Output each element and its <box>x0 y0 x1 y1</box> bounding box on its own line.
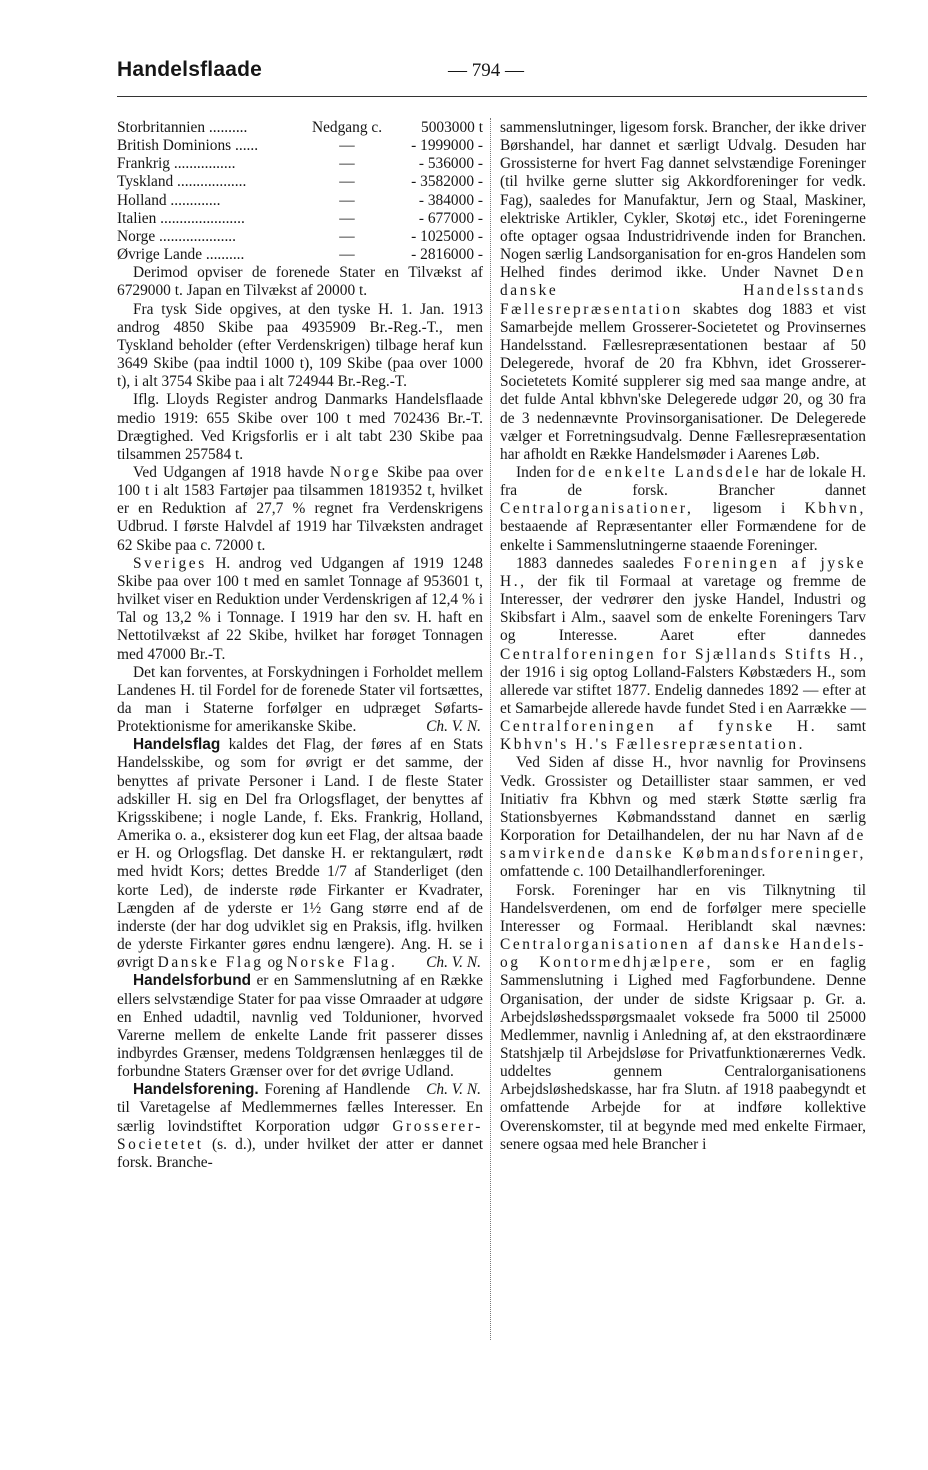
paragraph: Ved Udgangen af 1918 havde Norge Skibe paa over 100 t i alt 1583 Fartøjer paa tilsammen 1819352 t, hvilket er en Reduktion af 27,7 % regnet fra Verdenskrigens Udbrud. I første Halvdel af 1919 har Tilvæksten andraget 62 Skibe paa c. 72000 t. <box>117 463 483 554</box>
paragraph: Inden for de enkelte Landsdele har de lokale H. fra de forsk. Brancher dannet Centralorganisationer, ligesom i Kbhvn, bestaaende af Repræsentanter eller Formændene for de enkelte i Sammenslutningerne staaende Foreninger. <box>500 463 867 554</box>
paragraph: Sveriges H. androg ved Udgangen af 1919 1248 Skibe paa over 100 t med en samlet Tonnage af 953601 t, hvilket viser en Reduktion under Verdenskrigen af 12,4 % i Tal og 13,2 % i Tonnage. I 1919 har den sv. H. haft en Nettotilvækst af 22 Skibe, hvilket har forøget Tonnagen med 47000 Br.-T. <box>117 554 483 663</box>
author-signature: Ch. V. N. <box>426 1081 481 1099</box>
paragraph: sammenslutninger, ligesom forsk. Brancher, der ikke driver Børshandel, har dannet et særligt Udvalg. Desuden har Grossisterne for hvert Fag dannet selvstændige Foreninger (til hvilke gerne slutter sig Akkordforeninger for vedk. Fag), saaledes for Manufaktur, Jern og Staal, Maskiner, elektriske Artikler, Cykler, Skotøj etc., idet Foreningerne ofte optager ogsaa Industridrivende inden for Branchen. Nogen særlig Landsorganisation for en-gros Handelen som Helhed findes derimod ikke. Under Navnet Den danske Handelsstands Fællesrepræsentation skabtes dog 1883 et vist Samarbejde mellem Grosserer-Societetet og Provinsernes Handelsstand. Fællesrepræsentationen bestaar af 50 Delegerede, hvoraf de 20 fra Kbhvn, idet Grosserer-Societetets Komité supplerer sig med saa mange andre, at det fulde Antal kbhvn'ske Delegerede udgør 20, og 30 fra de 3 nedennævnte Provinsorganisationer. De Delegerede vælger et Forretningsudvalg. Denne Fællesrepræsentation har afholdt en Række Handelsmøder i Aarenes Løb. <box>500 119 866 463</box>
paragraph: Fra tysk Side opgives, at den tyske H. 1. Jan. 1913 androg 4850 Skibe paa 4935909 Br.-Reg.-T., men Tyskland beholder (efter Verdenskrigen) tilbage heraf kun 3649 Skibe (paa indtil 1000 t), 109 Skibe (paa over 1000 t), i alt 3754 Skibe paa i alt 724944 Br.-Reg.-T. <box>117 300 483 391</box>
paragraph: Derimod opviser de forenede Stater en Tilvækst af 6729000 t. Japan en Tilvækst af 20000 t. <box>117 264 483 300</box>
running-header-title: Handelsflaade <box>117 58 262 81</box>
paragraph: Forsk. Foreninger har en vis Tilknytning til Handelsverdenen, om end de forfølger mere specielle Interesser og Formaal. Heriblandt skal nævnes: Centralorganisationen af danske Handels- og Kontormedhjælpere, som er en faglig Sammenslutning i Lighed med Fagforbundene. Denne Organisation, der under de sidste Krigsaar p. Gr. a. Arbejdsløshedsspørgsmaalet voksede fra 5000 til 25000 Medlemmer, navnlig i Anledning af, at den ekstraordinære Statshjælp til Arbejdsløse for Privatfunktionærernes Vedk. uddeltes gennem Centralorganisationens Arbejdsløshedskasse, har fra Slutn. af 1918 paabegyndt et omfattende Arbejde for at indføre kollektive Overenskomster, til at begynde med med enkelte Firmaer, senere ogsaa med hele Brancher i <box>500 881 866 1153</box>
page-number: — 794 — <box>448 60 524 81</box>
table-row: Tyskland .................. — - 3582000 - <box>117 173 483 191</box>
entry-headword: Handelsforening. <box>133 1081 259 1099</box>
entry-handelsflag: Handelsflag kaldes det Flag, der føres af en Stats Handelsskibe, og som for øvrigt er det samme, der benyttes af private Personer i Land. I de fleste Stater adskiller H. sig en Del fra Orlogsflaget, der benyttes af Krigsskibene; i nogle Lande, f. Eks. Frankrig, Holland, Amerika o. a., eksisterer dog kun eet Flag, der altsaa baade er H. og Orlogsflag. Det danske H. er rektangulært, rødt med hvidt Kors; dettes Bredde 1/7 af Standerliget (den korte Led), de inderste røde Firkanter er Kvadrater, Længden af de yderste er 1½ Gang større end af de inderste (der har dog udviklet sig en Praksis, iflg. hvilken de yderste Firkanter gøres endnu længere). Ang. H. se i øvrigt Danske Flag og Norske Flag. Ch. V. N. <box>117 736 483 972</box>
table-row: Italien ...................... — - 677000 - <box>117 209 483 227</box>
author-signature: Ch. V. N. <box>426 954 481 972</box>
paragraph: Iflg. Lloyds Register androg Danmarks Handelsflaade medio 1919: 655 Skibe over 100 t med 702436 Br.-T. Drægtighed. Ved Krigsforlis er i alt tabt 230 Skibe paa tilsammen 257584 t. <box>117 391 483 463</box>
column-divider <box>490 118 491 1340</box>
paragraph: 1883 dannedes saaledes Foreningen af jyske H., der fik til Formaal at varetage og fremme de Interesser, der vedrører den jyske Handel, Industri og Skibsfart i Alm., saavel som de enkelte Foreningers Tarv og Interesse. Aaret efter dannedes Centralforeningen for Sjællands Stifts H., der 1916 i sig optog Lolland-Falsters Købstæders H., som allerede var stiftet 1877. Endelig dannedes 1892 — efter at et Samarbejde allerede havde fundet Sted i en Aarrække — Centralforeningen af fynske H. samt Kbhvn's H.'s Fællesrepræsentation. <box>500 554 867 754</box>
entry-handelsforbund: Handelsforbund er en Sammenslutning af en Række ellers selvstændige Stater for paa visse Omraader at udgøre en Enhed udadtil, navnlig ved Toldunioner, hvorved Varerne mellem de enkelte Lande frit passerer disses indbyrdes Grænser, medens Toldgrænsen henlægges til de forbundne Staters Grænser over for det øvrige Udland. Ch. V. N. <box>117 972 483 1099</box>
table-row: Storbritannien .......... Nedgang c. 5003000 t <box>117 119 483 136</box>
entry-headword: Handelsforbund <box>133 972 251 990</box>
author-signature: Ch. V. N. <box>426 718 481 736</box>
tonnage-table <box>117 119 483 264</box>
header-rule <box>117 96 867 97</box>
table-row: Øvrige Lande .......... — - 2816000 - <box>117 246 483 264</box>
table-row: Holland ............. — - 384000 - <box>117 191 483 209</box>
right-column <box>500 119 866 1154</box>
entry-headword: Handelsflag <box>133 736 221 754</box>
paragraph: Det kan forventes, at Forskydningen i Forholdet mellem Landenes H. til Fordel for de forenede Stater vil fortsættes, da man i Staterne forfølger en udpræget Søfarts-Protektionisme for amerikanske Skibe. Ch. V. N. <box>117 663 483 736</box>
table-row: Norge .................... — - 1025000 - <box>117 227 483 245</box>
paragraph: Ved Siden af disse H., hvor navnlig for Provinsens Vedk. Grossister og Detaillister staar sammen, er ved Initiativ fra Kbhvn og med stærk Støtte særlig fra Stationsbyernes Købmandsstand dannet en særlig Korporation for Detailhandelen, der nu har Navn af de samvirkende danske Købmandsforeninger, omfattende c. 100 Detailhandlerforeninger. <box>500 754 866 881</box>
table-row: Frankrig ................ — - 536000 - <box>117 155 483 173</box>
left-column <box>117 119 483 1172</box>
table-row: British Dominions ...... — - 1999000 - <box>117 137 483 155</box>
entry-handelsforening: Handelsforening. Forening af Handlende til Varetagelse af Medlemmernes fælles Interesser. En særlig lovindstiftet Korporation udgør Grosserer-Societetet (s. d.), under hvilket der atter er dannet forsk. Branche- <box>117 1081 483 1171</box>
